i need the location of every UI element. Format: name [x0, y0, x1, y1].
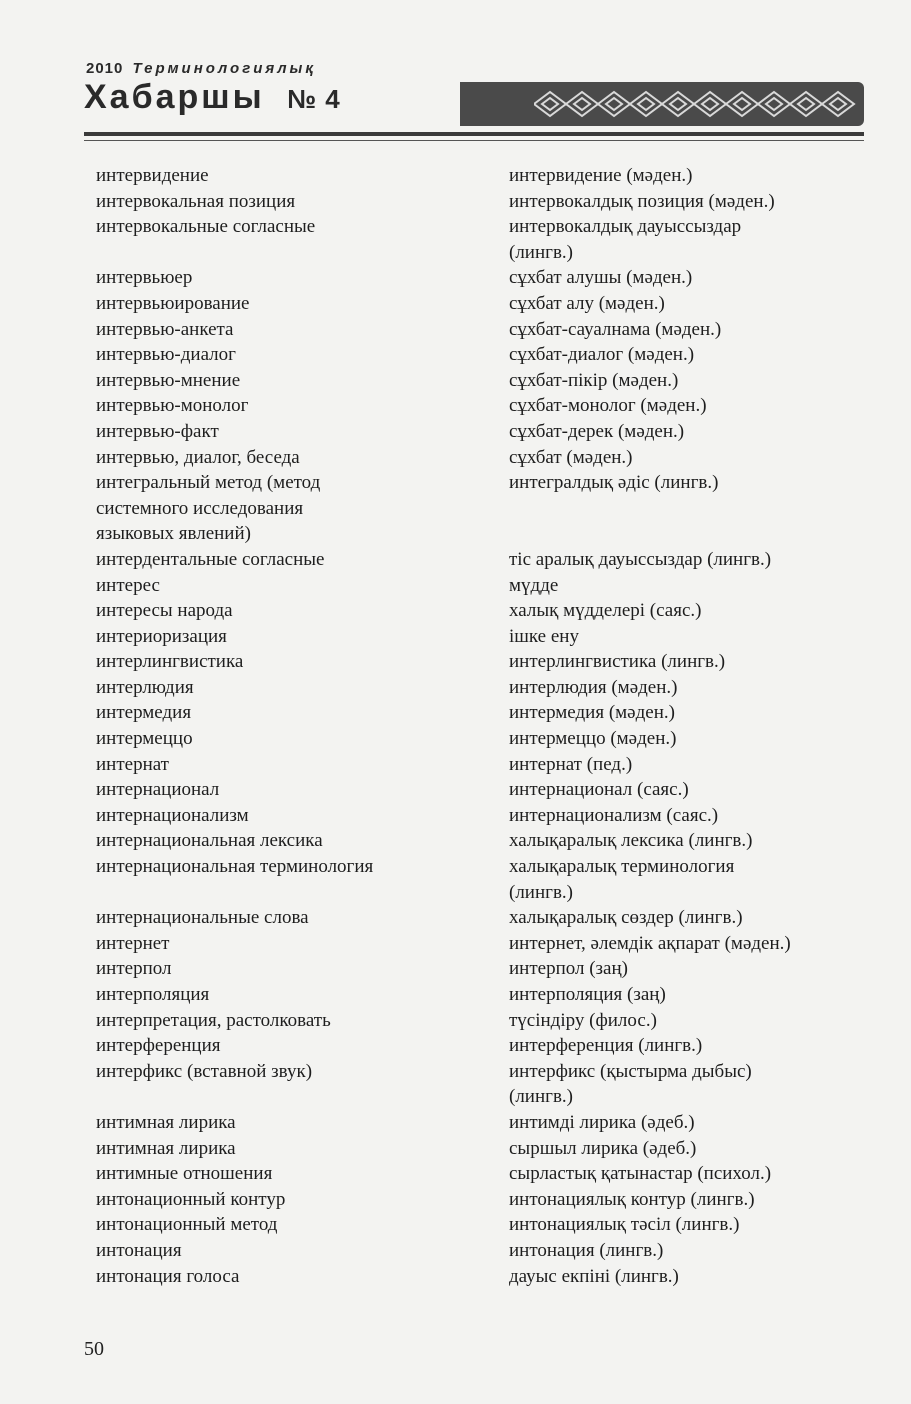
header-year: 2010	[86, 60, 124, 77]
glossary-entry	[96, 700, 866, 726]
term-russian: интервью-факт	[96, 420, 219, 442]
term-russian: интересы народа	[96, 600, 233, 622]
header-masthead-line	[86, 60, 316, 77]
glossary-entry	[96, 1161, 866, 1187]
header-series: Терминологиялық	[132, 60, 316, 77]
glossary-entry	[96, 598, 866, 624]
term-kazakh: халық мүдделері (саяс.)	[509, 600, 702, 622]
term-kazakh: интервидение (мәден.)	[509, 165, 693, 186]
term-kazakh: интерлингвистика (лингв.)	[509, 651, 726, 673]
running-header	[84, 56, 864, 146]
term-kazakh: интернационал (саяс.)	[509, 779, 689, 801]
term-russian: интерполяция	[96, 984, 210, 1005]
term-russian: интернациональные слова	[96, 907, 309, 929]
glossary-entry	[96, 393, 866, 419]
glossary-entry	[96, 317, 866, 343]
term-russian: интернациональная терминология	[96, 856, 374, 878]
term-kazakh: интерпол (заң)	[509, 958, 628, 980]
issue-number: № 4	[287, 84, 341, 114]
term-kazakh: сұхбат-дерек (мәден.)	[509, 420, 685, 442]
term-kazakh: мүдде	[509, 574, 559, 596]
term-kazakh: сұхбат-диалог (мәден.)	[509, 344, 695, 366]
glossary-entry	[96, 982, 866, 1008]
term-kazakh: интонациялық тәсіл (лингв.)	[509, 1214, 740, 1236]
glossary-entry	[96, 1033, 866, 1059]
glossary-entry	[96, 1238, 866, 1264]
glossary-entry	[96, 931, 866, 957]
term-kazakh: сұхбат-монолог (мәден.)	[509, 395, 707, 417]
term-kazakh: сұхбат-сауалнама (мәден.)	[509, 318, 722, 340]
term-russian: интердентальные согласные	[96, 548, 325, 570]
glossary-entry	[96, 905, 866, 931]
term-russian: интервью-анкета	[96, 318, 234, 340]
glossary-entry	[96, 189, 866, 215]
term-russian: интернационализм	[96, 804, 249, 826]
term-kazakh: интермедия (мәден.)	[509, 702, 675, 724]
glossary-entries	[96, 163, 866, 1289]
term-kazakh: интерлюдия (мәден.)	[509, 676, 678, 698]
term-kazakh: халықаралық терминология (лингв.)	[509, 856, 735, 903]
glossary-entry	[96, 854, 866, 905]
term-russian: интервью-монолог	[96, 395, 249, 417]
glossary-entry	[96, 265, 866, 291]
term-russian: интернационал	[96, 779, 220, 801]
term-russian: интервьюирование	[96, 292, 250, 314]
term-russian: интонационный метод	[96, 1214, 278, 1236]
term-kazakh: сұхбат (мәден.)	[509, 446, 633, 468]
header-rule-thin	[84, 140, 864, 141]
term-kazakh: интонация (лингв.)	[509, 1239, 664, 1261]
term-russian: интервокальная позиция	[96, 190, 296, 212]
glossary-entry	[96, 573, 866, 599]
glossary-entry	[96, 342, 866, 368]
term-kazakh: интонациялық контур (лингв.)	[509, 1188, 755, 1210]
term-kazakh: интернационализм (саяс.)	[509, 804, 719, 826]
glossary-entry	[96, 649, 866, 675]
term-russian: интериоризация	[96, 625, 227, 647]
term-kazakh: түсіндіру (филос.)	[509, 1009, 657, 1031]
glossary-entry	[96, 624, 866, 650]
glossary-entry	[96, 547, 866, 573]
term-kazakh: халықаралық сөздер (лингв.)	[509, 907, 743, 929]
term-russian: интерпретация, растолковать	[96, 1009, 331, 1031]
term-russian: интервью-мнение	[96, 369, 241, 391]
ornament-band	[460, 82, 864, 126]
term-russian: интонация	[96, 1239, 182, 1261]
term-russian: интернет	[96, 932, 170, 954]
glossary-entry	[96, 752, 866, 778]
term-russian: интимная лирика	[96, 1111, 236, 1133]
term-kazakh: халықаралық лексика (лингв.)	[509, 830, 753, 852]
ornament-pattern-icon	[534, 88, 864, 120]
term-russian: интерпол	[96, 958, 172, 980]
glossary-entry	[96, 368, 866, 394]
term-russian: интерференция	[96, 1035, 221, 1057]
term-kazakh: интернет, әлемдік ақпарат (мәден.)	[509, 932, 791, 954]
term-russian: интервокальные согласные	[96, 216, 316, 238]
glossary-entry	[96, 445, 866, 471]
glossary-entry	[96, 828, 866, 854]
term-russian: интервидение	[96, 165, 209, 186]
term-kazakh: дауыс екпіні (лингв.)	[509, 1265, 679, 1287]
glossary-entry	[96, 1187, 866, 1213]
term-kazakh: сұхбат алушы (мәден.)	[509, 267, 693, 289]
term-kazakh: интервокалдық дауыссыздар (лингв.)	[509, 216, 742, 263]
term-kazakh: интервокалдық позиция (мәден.)	[509, 190, 775, 212]
glossary-entry	[96, 1212, 866, 1238]
glossary-entry	[96, 675, 866, 701]
term-kazakh: интерференция (лингв.)	[509, 1035, 703, 1057]
term-kazakh: интернат (пед.)	[509, 753, 633, 775]
term-russian: интермедия	[96, 702, 192, 724]
glossary-entry	[96, 291, 866, 317]
term-russian: интегральный метод (метод системного исследования языковых явлений)	[96, 472, 321, 545]
term-kazakh: интерполяция (заң)	[509, 984, 666, 1005]
page-number: 50	[84, 1338, 104, 1360]
journal-title: Хабаршы	[84, 78, 265, 116]
glossary-entry	[96, 1059, 866, 1110]
glossary-entry	[96, 163, 866, 189]
header-rule-thick	[84, 132, 864, 136]
term-kazakh: интерфикс (қыстырма дыбыс) (лингв.)	[509, 1060, 752, 1108]
term-russian: интерфикс (вставной звук)	[96, 1060, 313, 1082]
term-russian: интервью-диалог	[96, 344, 236, 366]
term-russian: интермеццо	[96, 728, 193, 750]
glossary-entry	[96, 1264, 866, 1290]
term-kazakh: сырластық қатынастар (психол.)	[509, 1163, 772, 1185]
term-kazakh: сұхбат алу (мәден.)	[509, 292, 665, 314]
term-russian: интерлингвистика	[96, 651, 244, 673]
term-russian: интимная лирика	[96, 1137, 236, 1159]
glossary-entry	[96, 214, 866, 265]
term-russian: интернат	[96, 753, 169, 775]
term-kazakh: интегралдық әдіс (лингв.)	[509, 472, 719, 494]
term-russian: интернациональная лексика	[96, 830, 323, 852]
term-russian: интимные отношения	[96, 1163, 273, 1185]
term-russian: интерес	[96, 574, 160, 596]
glossary-entry	[96, 956, 866, 982]
glossary-entry	[96, 1008, 866, 1034]
glossary-entry	[96, 1136, 866, 1162]
term-russian: интерлюдия	[96, 676, 194, 698]
term-russian: интонационный контур	[96, 1188, 286, 1210]
term-kazakh: сыршыл лирика (әдеб.)	[509, 1137, 697, 1159]
term-kazakh: интимді лирика (әдеб.)	[509, 1111, 695, 1133]
header-title-line	[84, 78, 341, 117]
term-kazakh: сұхбат-пікір (мәден.)	[509, 369, 679, 391]
glossary-entry	[96, 470, 866, 547]
glossary-entry	[96, 803, 866, 829]
glossary-entry	[96, 419, 866, 445]
term-kazakh: тіс аралық дауыссыздар (лингв.)	[509, 548, 772, 570]
glossary-entry	[96, 726, 866, 752]
term-kazakh: интермеццо (мәден.)	[509, 728, 677, 750]
term-russian: интервью, диалог, беседа	[96, 446, 300, 468]
glossary-entry	[96, 777, 866, 803]
term-russian: интонация голоса	[96, 1265, 240, 1287]
term-kazakh: ішке ену	[509, 625, 579, 647]
glossary-entry	[96, 1110, 866, 1136]
term-russian: интервьюер	[96, 267, 193, 289]
